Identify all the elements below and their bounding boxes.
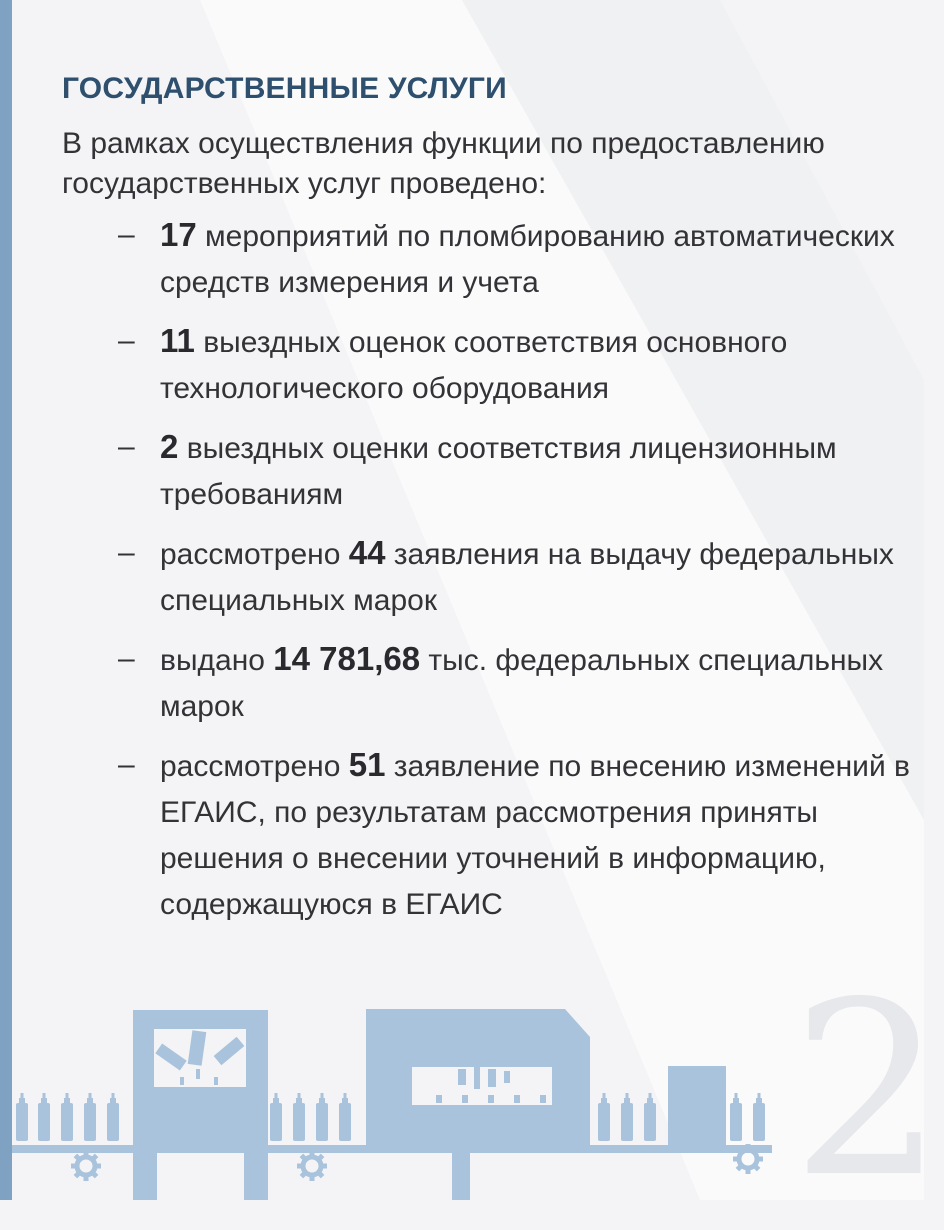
- item-text: заявление по внесению изменений в ЕГАИС, по результатам рассмотрения приняты решения о внесении уточнений в информацию, содержащуюся в ЕГАИС: [160, 750, 910, 921]
- list-dash: –: [118, 536, 135, 569]
- item-text: мероприятий по пломбированию автоматических средств измерения и учета: [160, 220, 895, 299]
- list-item: [62, 530, 912, 624]
- item-number: 44: [348, 534, 386, 571]
- list-dash: –: [118, 748, 135, 781]
- list-item: [62, 212, 912, 306]
- intro-paragraph: В рамках осуществления функции по предоставлению государственных услуг проведено:: [62, 127, 825, 200]
- list-item: [62, 742, 912, 928]
- list-dash: –: [118, 642, 135, 675]
- main-content: [62, 72, 912, 940]
- item-text: заявления на выдачу федеральных специальных марок: [160, 538, 894, 617]
- services-list: [62, 212, 912, 928]
- list-dash: –: [118, 430, 135, 463]
- page-number: 2: [791, 950, 944, 1230]
- list-item: [62, 636, 912, 730]
- item-number: 11: [160, 322, 195, 359]
- list-dash: –: [118, 324, 135, 357]
- item-number: 2: [160, 428, 179, 465]
- list-dash: –: [118, 218, 135, 251]
- factory-conveyor-illustration: [0, 995, 924, 1200]
- item-text: тыс. федеральных специальных марок: [160, 644, 884, 723]
- list-item: [62, 318, 912, 412]
- list-item: [62, 424, 912, 518]
- item-text: выездных оценки соответствия лицензионным требованиям: [160, 432, 837, 511]
- section-title: ГОСУДАРСТВЕННЫЕ УСЛУГИ: [62, 72, 507, 105]
- item-prefix: рассмотрено: [160, 538, 349, 571]
- item-prefix: рассмотрено: [160, 750, 349, 783]
- item-prefix: выдано: [160, 644, 274, 677]
- item-text: выездных оценок соответствия основного технологического оборудования: [160, 326, 788, 405]
- item-number: 14 781,68: [273, 640, 421, 677]
- item-number: 17: [160, 216, 197, 253]
- item-number: 51: [348, 746, 386, 783]
